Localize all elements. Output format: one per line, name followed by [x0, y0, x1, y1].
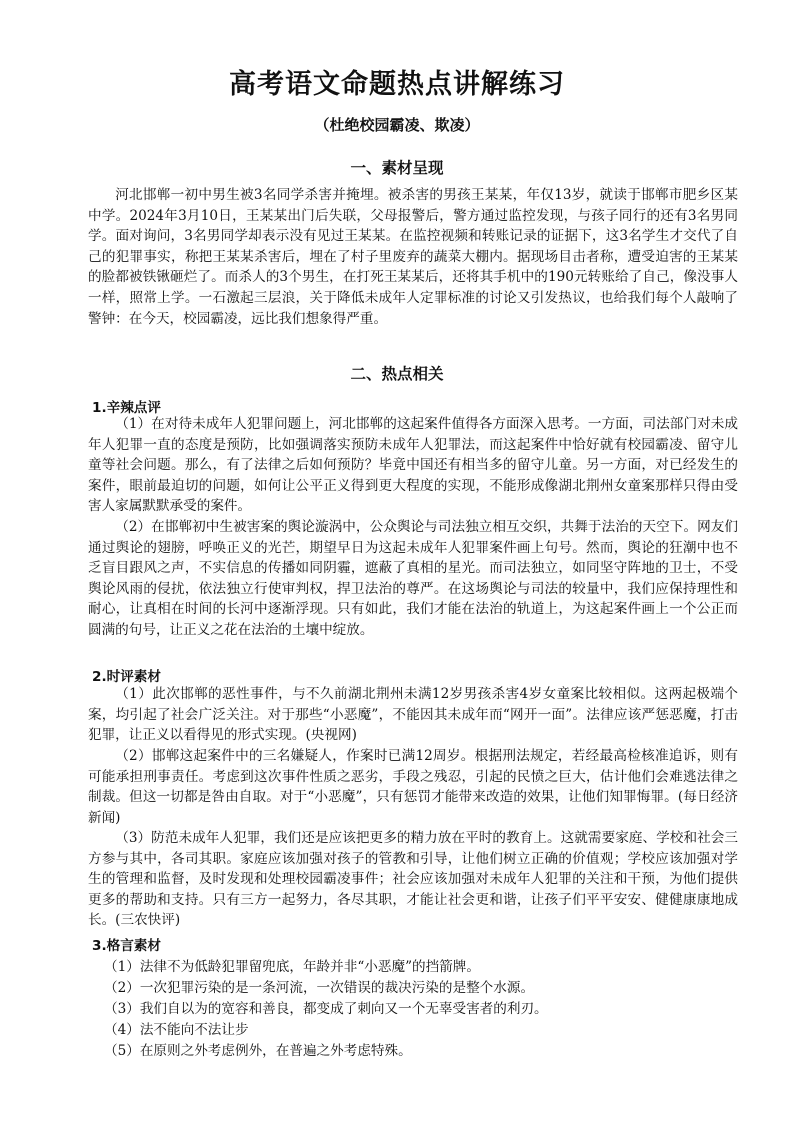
- subheading-quotes: 3.格言素材: [92, 938, 161, 954]
- quote-item: （5）在原则之外考虑例外，在普遍之外考虑特殊。: [104, 1043, 412, 1059]
- quote-item: （2）一次犯罪污染的是一条河流，一次错误的裁决污染的是整个水源。: [104, 980, 535, 996]
- editorial-paragraph-3: （3）防范未成年人犯罪，我们还是应该把更多的精力放在平时的教育上。这就需要家庭、学校和社会三方参与其中，各司其职。家庭应该加强对孩子的管教和引导，让他们树立正确的价值观；学校应该加强对学生的管理和监督，及时发现和处理校园霸凌事件；社会应该加强对未成年人犯罪的关注和干预，为他们提供更多的帮助和支持。只有三方一起努力，各尽其职，才能让社会更和谐，让孩子们平平安安、健健康康地成长。(三农快评): [88, 830, 738, 929]
- subheading-commentary: 1.辛辣点评: [92, 400, 161, 416]
- section-heading-material: 一、素材呈现: [350, 159, 444, 177]
- quote-item: （3）我们自以为的宽容和善良，都变成了刺向又一个无辜受害者的利刃。: [104, 1001, 548, 1017]
- editorial-paragraph-2: （2）邯郸这起案件中的三名嫌疑人，作案时已满12周岁。根据刑法规定，若经最高检核准追诉，则有可能承担刑事责任。考虑到这次事件性质之恶劣，手段之残忍，引起的民愤之巨大，估计他们会难逃法律之制裁。但这一切都是咎由自取。对于“小恶魔”，只有惩罚才能带来改造的效果，让他们知罪悔罪。(每日经济新闻): [88, 748, 738, 826]
- material-paragraph: 河北邯郸一初中男生被3名同学杀害并掩埋。被杀害的男孩王某某，年仅13岁，就读于邯郸市肥乡区某中学。2024年3月10日，王某某出门后失联，父母报警后，警方通过监控发现，与孩子同行的还有3名男同学。面对询问，3名男同学却表示没有见过王某某。在监控视频和转账记录的证据下，这3名学生才交代了自己的犯罪事实，称把王某某杀害后，埋在了村子里废弃的蔬菜大棚内。据现场目击者称，遭受迫害的王某某的脸都被铁锹砸烂了。而杀人的3个男生，在打死王某某后，还将其手机中的190元转账给了自己，像没事人一样，照常上学。一石激起三层浪，关于降低未成年人定罪标准的讨论又引发热议，也给我们每个人敲响了警钟：在今天，校园霸凌，远比我们想象得严重。: [88, 187, 738, 327]
- commentary-paragraph-2: （2）在邯郸初中生被害案的舆论漩涡中，公众舆论与司法独立相互交织，共舞于法治的天空下。网友们通过舆论的翅膀，呼唤正义的光芒，期望早日为这起未成年人犯罪案件画上句号。然而，舆论的狂潮中也不乏盲目跟风之声，不实信息的传播如同阴霾，遮蔽了真相的星光。而司法独立，如同坚守阵地的卫士，不受舆论风雨的侵扰，依法独立行使审判权，捍卫法治的尊严。在这场舆论与司法的较量中，我们应保持理性和耐心，让真相在时间的长河中逐渐浮现。只有如此，我们才能在法治的轨道上，为这起案件画上一个公正而圆满的句号，让正义之花在法治的土壤中绽放。: [88, 519, 738, 638]
- subheading-editorial: 2.时评素材: [92, 669, 161, 685]
- quote-item: （4）法不能向不法让步: [104, 1022, 249, 1038]
- section-heading-hotspot: 二、热点相关: [350, 365, 444, 383]
- quote-item: （1）法律不为低龄犯罪留兜底，年龄并非“小恶魔”的挡箭牌。: [104, 959, 480, 975]
- commentary-paragraph-1: （1）在对待未成年人犯罪问题上，河北邯郸的这起案件值得各方面深入思考。一方面，司法部门对未成年人犯罪一直的态度是预防，比如强调落实预防未成年人犯罪法，而这起案件中恰好就有校园霸凌、留守儿童等社会问题。那么，有了法律之后如何预防？毕竟中国还有相当多的留守儿童。另一方面，对已经发生的案件，眼前最迫切的问题，如何让公平正义得到更大程度的实现，不能形成像湖北荆州女童案那样只得由受害人家属默默承受的案件。: [88, 416, 738, 515]
- editorial-paragraph-1: （1）此次邯郸的恶性事件，与不久前湖北荆州未满12岁男孩杀害4岁女童案比较相似。这两起极端个案，均引起了社会广泛关注。对于那些“小恶魔”，不能因其未成年而“网开一面”。法律应该严惩恶魔，打击犯罪，让正义以看得见的形式实现。(央视网): [88, 686, 738, 744]
- document-subtitle: （杜绝校园霸凌、欺凌）: [314, 116, 480, 134]
- document-title: 高考语文命题热点讲解练习: [229, 69, 565, 100]
